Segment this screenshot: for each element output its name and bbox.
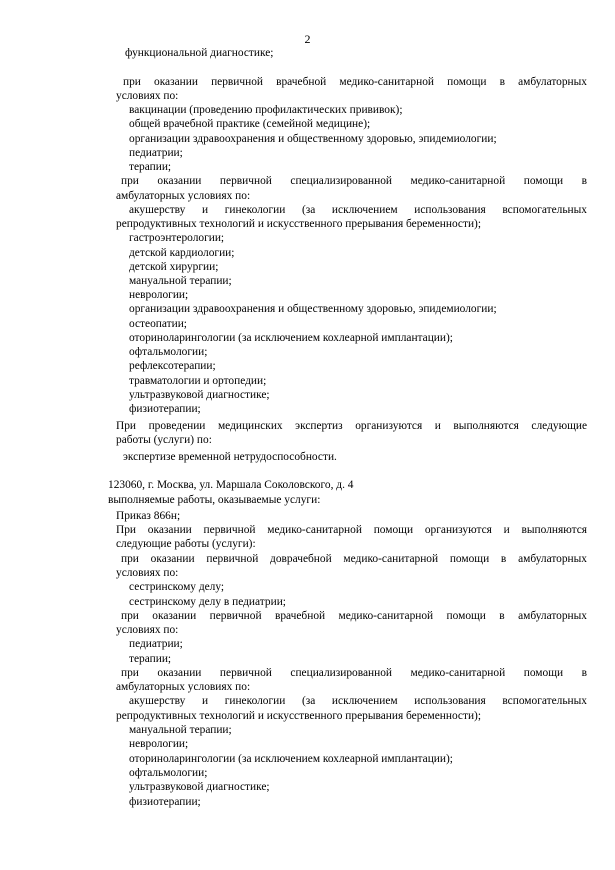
text-line: травматологии и ортопедии; bbox=[129, 375, 267, 387]
text-line: оториноларингологии (за исключением кохлеарной имплантации); bbox=[129, 332, 453, 344]
text-line: функциональной диагностике; bbox=[125, 47, 274, 59]
text-line: педиатрии; bbox=[129, 147, 183, 159]
page-number: 2 bbox=[304, 32, 311, 46]
text-line: педиатрии; bbox=[129, 638, 183, 650]
text-line: мануальной терапии; bbox=[129, 724, 232, 736]
text-line: экспертизе временной нетрудоспособности. bbox=[123, 451, 337, 463]
text-line: При оказании первичной медико-санитарной помощи организуются и выполняются bbox=[116, 524, 587, 536]
text-line: репродуктивных технологий и искусственного прерывания беременности); bbox=[116, 218, 482, 230]
text-line: при оказании первичной врачебной медико-санитарной помощи в амбулаторных bbox=[121, 610, 587, 622]
text-line: терапии; bbox=[129, 653, 172, 665]
text-line: акушерству и гинекологии (за исключением использования вспомогательных bbox=[129, 204, 587, 216]
text-line: гастроэнтерологии; bbox=[129, 232, 225, 244]
text-line: условиях по: bbox=[116, 90, 179, 102]
text-line: неврологии; bbox=[129, 738, 189, 750]
text-line: следующие работы (услуги): bbox=[116, 538, 256, 550]
text-line: условиях по: bbox=[116, 624, 179, 636]
text-line: рефлексотерапии; bbox=[129, 360, 216, 372]
text-line: при оказании первичной доврачебной медико-санитарной помощи в амбулаторных bbox=[121, 553, 587, 565]
text-line: акушерству и гинекологии (за исключением использования вспомогательных bbox=[129, 695, 587, 707]
text-line: ультразвуковой диагностике; bbox=[129, 781, 270, 793]
text-line: при оказании первичной врачебной медико-санитарной помощи в амбулаторных bbox=[123, 76, 587, 88]
text-line: офтальмологии; bbox=[129, 346, 208, 358]
text-line: общей врачебной практике (семейной медицине); bbox=[129, 118, 371, 130]
text-line: детской хирургии; bbox=[129, 261, 219, 273]
text-line: вакцинации (проведению профилактических прививок); bbox=[129, 104, 403, 116]
text-line: детской кардиологии; bbox=[129, 247, 235, 259]
text-line: репродуктивных технологий и искусственного прерывания беременности); bbox=[116, 710, 482, 722]
text-line: организации здравоохранения и общественному здоровью, эпидемиологии; bbox=[129, 303, 497, 315]
text-line: При проведении медицинских экспертиз организуются и выполняются следующие bbox=[116, 420, 587, 432]
text-line: сестринскому делу в педиатрии; bbox=[129, 596, 286, 608]
text-line: при оказании первичной специализированной медико-санитарной помощи в bbox=[121, 667, 587, 679]
text-line: офтальмологии; bbox=[129, 767, 208, 779]
text-line: 123060, г. Москва, ул. Маршала Соколовского, д. 4 bbox=[108, 479, 354, 491]
text-line: условиях по: bbox=[116, 567, 179, 579]
text-line: Приказ 866н; bbox=[116, 510, 181, 522]
text-line: оториноларингологии (за исключением кохлеарной имплантации); bbox=[129, 753, 453, 765]
text-line: амбулаторных условиях по: bbox=[116, 681, 251, 693]
text-line: ультразвуковой диагностике; bbox=[129, 389, 270, 401]
text-line: амбулаторных условиях по: bbox=[116, 190, 251, 202]
text-line: физиотерапии; bbox=[129, 403, 201, 415]
text-line: терапии; bbox=[129, 161, 172, 173]
text-line: при оказании первичной специализированной медико-санитарной помощи в bbox=[121, 175, 587, 187]
text-line: неврологии; bbox=[129, 289, 189, 301]
text-line: выполняемые работы, оказываемые услуги: bbox=[108, 494, 321, 506]
text-line: работы (услуги) по: bbox=[116, 434, 212, 446]
text-line: мануальной терапии; bbox=[129, 275, 232, 287]
text-line: физиотерапии; bbox=[129, 796, 201, 808]
text-line: организации здравоохранения и общественному здоровью, эпидемиологии; bbox=[129, 133, 497, 145]
text-line: остеопатии; bbox=[129, 318, 187, 330]
text-line: сестринскому делу; bbox=[129, 581, 225, 593]
